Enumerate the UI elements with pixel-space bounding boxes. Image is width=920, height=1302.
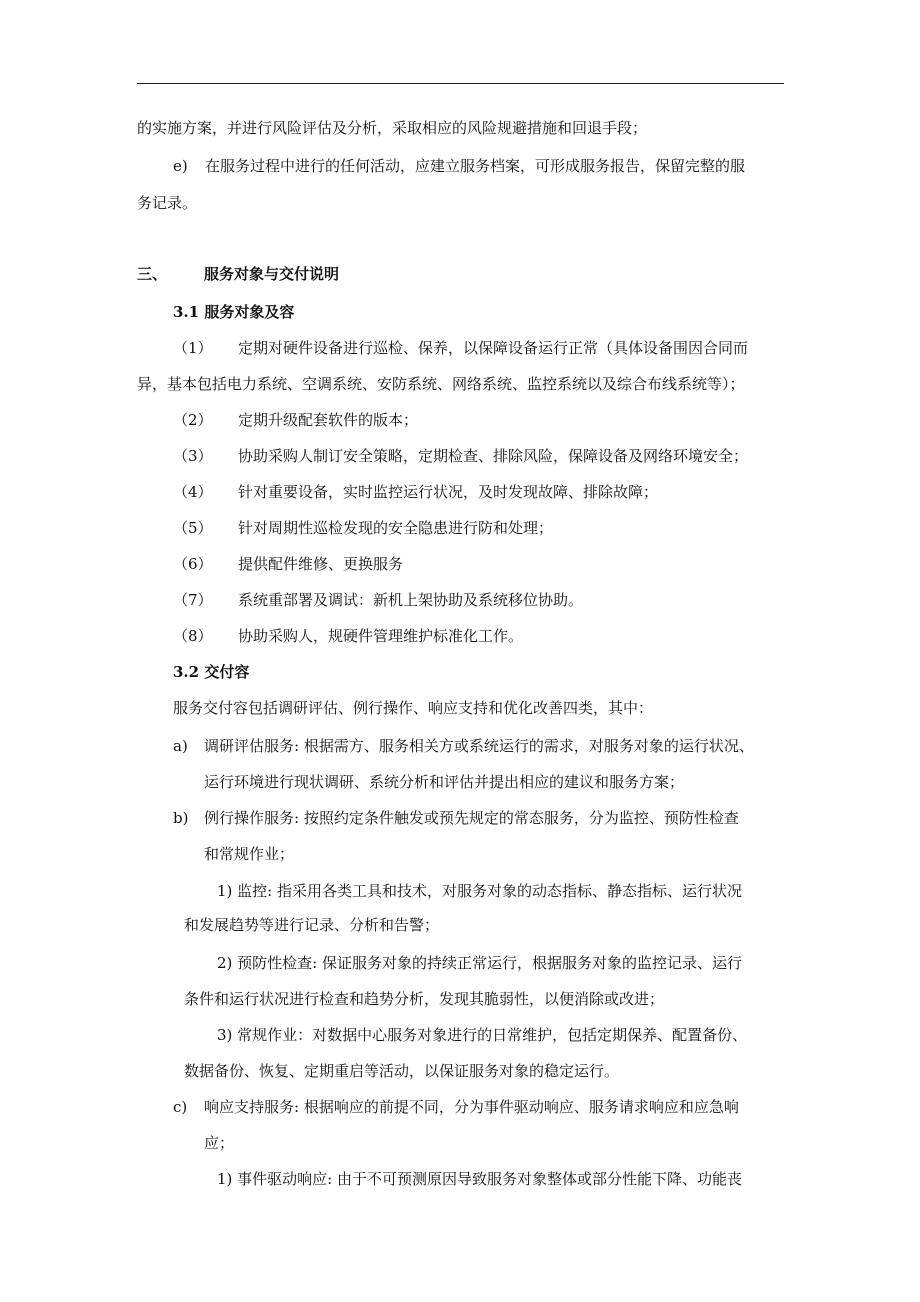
item-c-marker: c) bbox=[173, 1098, 188, 1116]
item-e-marker: e) bbox=[173, 157, 188, 175]
list-item: 提供配件维修、更换服务 bbox=[238, 555, 404, 573]
list-item-marker: （5） bbox=[173, 519, 213, 537]
section-title: 服务对象与交付说明 bbox=[204, 265, 340, 283]
list-item: 定期升级配套软件的版本； bbox=[238, 411, 419, 429]
item-b-line2: 和常规作业； bbox=[204, 845, 295, 863]
sub-item-preventive-check-cont: 条件和运行状况进行检查和趋势分析，发现其脆弱性，以便消除或改进； bbox=[184, 990, 665, 1008]
sub-item-monitoring-cont: 和发展趋势等进行记录、分析和告警； bbox=[184, 916, 440, 934]
list-item-marker: （6） bbox=[173, 555, 213, 573]
header-rule bbox=[137, 83, 784, 84]
item-b-marker: b) bbox=[173, 809, 189, 827]
continuation-line: 的实施方案，并进行风险评估及分析，采取相应的风险规避措施和回退手段； bbox=[137, 119, 648, 137]
item-e-line1: 在服务过程中进行的任何活动，应建立服务档案，可形成服务报告，保留完整的服 bbox=[205, 157, 746, 175]
section-number: 三、 bbox=[137, 265, 168, 283]
list-item: 针对周期性巡检发现的安全隐患进行防和处理； bbox=[238, 519, 554, 537]
subsection-3-1-heading: 3.1 服务对象及容 bbox=[173, 303, 295, 321]
item-b-line1: 例行操作服务: 按照约定条件触发或预先规定的常态服务，分为监控、预防性检查 bbox=[204, 809, 739, 827]
list-item-marker: （8） bbox=[173, 627, 213, 645]
list-item-continuation: 异，基本包括电力系统、空调系统、安防系统、网络系统、监控系统以及综合布线系统等）； bbox=[137, 375, 745, 393]
list-item-marker: （1） bbox=[173, 339, 213, 357]
list-item-marker: （4） bbox=[173, 483, 213, 501]
sub-item-routine-work: 3) 常规作业：对数据中心服务对象进行的日常维护，包括定期保养、配置备份、 bbox=[217, 1026, 748, 1044]
list-item: 系统重部署及调试：新机上架协助及系统移位协助。 bbox=[238, 591, 584, 609]
list-item: 针对重要设备，实时监控运行状况，及时发现故障、排除故障； bbox=[238, 483, 659, 501]
delivery-intro: 服务交付容包括调研评估、例行操作、响应支持和优化改善四类，其中： bbox=[173, 699, 654, 717]
list-item: 协助采购人，规硬件管理维护标准化工作。 bbox=[238, 627, 524, 645]
list-item-marker: （3） bbox=[173, 447, 213, 465]
list-item: 定期对硬件设备进行巡检、保养，以保障设备运行正常（具体设备围因合同而 bbox=[238, 339, 749, 357]
list-item-marker: （7） bbox=[173, 591, 213, 609]
sub-item-event-response: 1) 事件驱动响应: 由于不可预测原因导致服务对象整体或部分性能下降、功能丧 bbox=[217, 1170, 742, 1188]
sub-item-monitoring: 1) 监控: 指采用各类工具和技术，对服务对象的动态指标、静态指标、运行状况 bbox=[217, 882, 742, 900]
subsection-3-2-heading: 3.2 交付容 bbox=[173, 663, 250, 681]
item-a-marker: a) bbox=[173, 737, 188, 755]
sub-item-routine-work-cont: 数据备份、恢复、定期重启等活动，以保证服务对象的稳定运行。 bbox=[184, 1062, 620, 1080]
item-c-line1: 响应支持服务: 根据响应的前提不同，分为事件驱动响应、服务请求响应和应急响 bbox=[204, 1098, 739, 1116]
sub-item-preventive-check: 2) 预防性检查: 保证服务对象的持续正常运行，根据服务对象的监控记录、运行 bbox=[217, 954, 742, 972]
item-e-line2: 务记录。 bbox=[137, 194, 198, 212]
list-item: 协助采购人制订安全策略，定期检查、排除风险，保障设备及网络环境安全； bbox=[238, 447, 749, 465]
item-a-line1: 调研评估服务: 根据需方、服务相关方或系统运行的需求，对服务对象的运行状况、 bbox=[204, 737, 754, 755]
item-c-line2: 应； bbox=[204, 1134, 235, 1152]
item-a-line2: 运行环境进行现状调研、系统分析和评估并提出相应的建议和服务方案； bbox=[204, 773, 685, 791]
list-item-marker: （2） bbox=[173, 411, 213, 429]
